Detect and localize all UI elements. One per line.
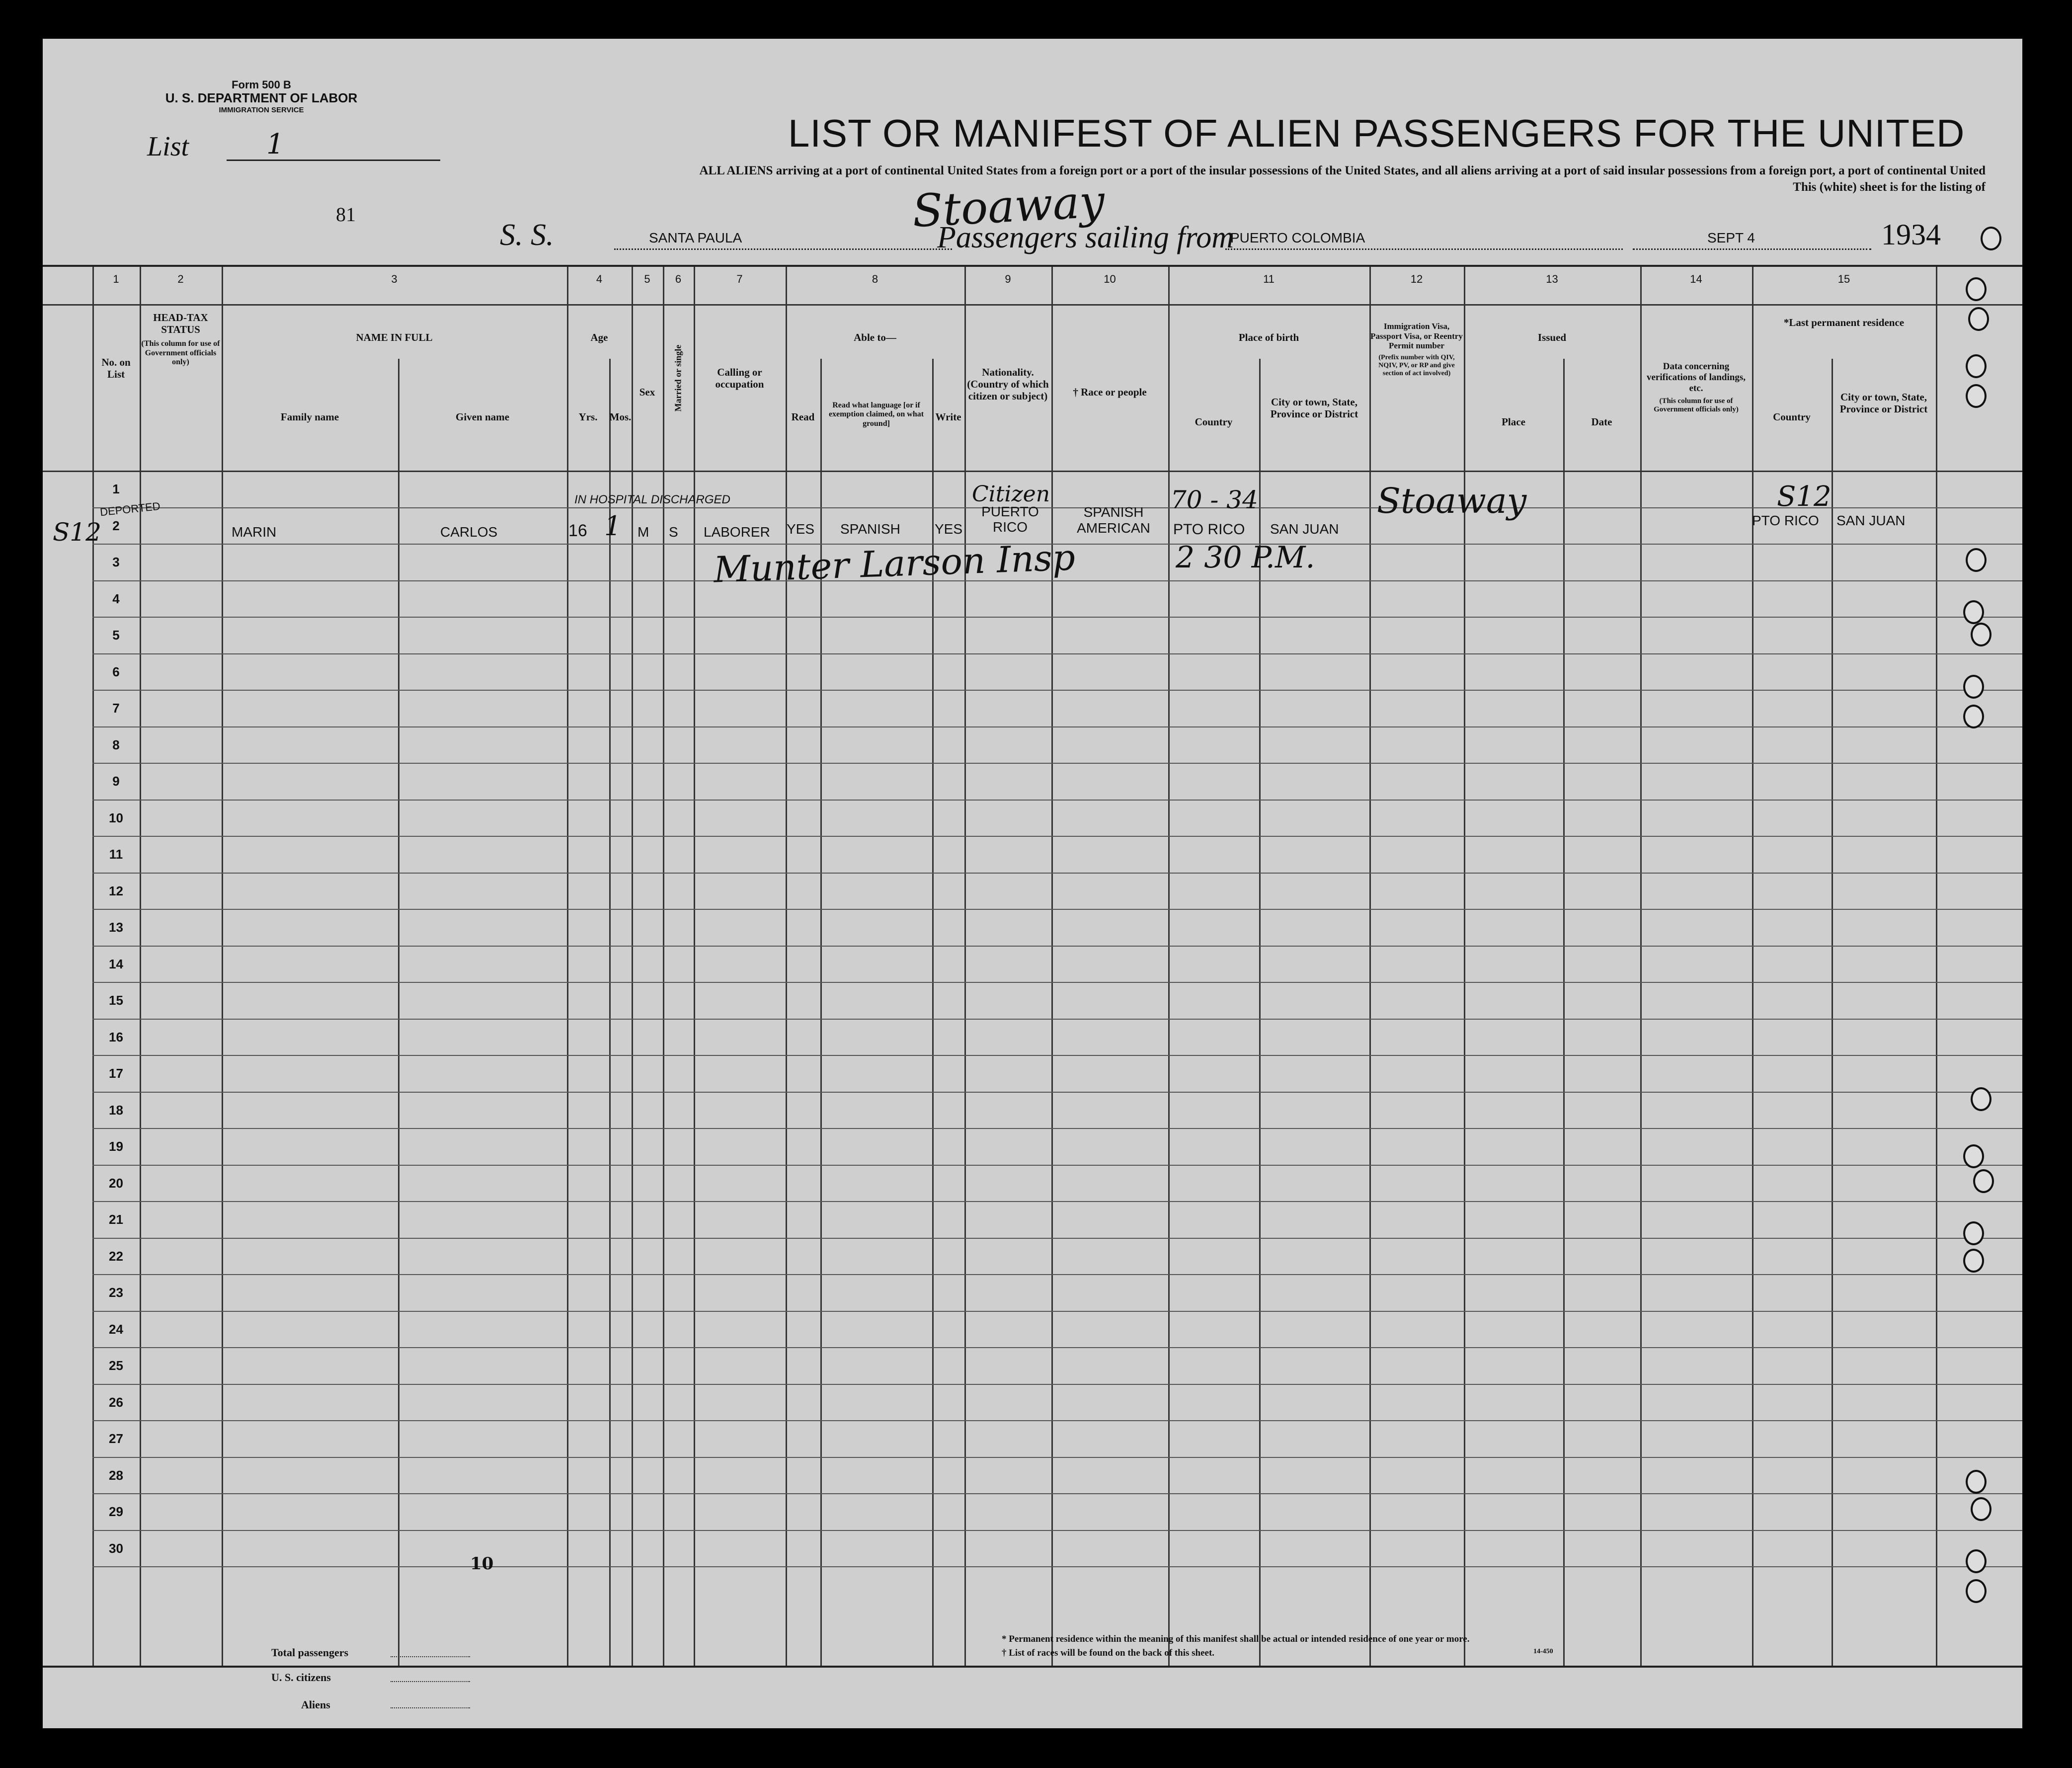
head-tax-label: HEAD-TAX STATUS (153, 312, 208, 336)
total-passengers-label: Total passengers (271, 1646, 349, 1659)
col-num-13: 13 (1546, 273, 1558, 285)
col-num-2: 2 (177, 273, 184, 285)
row-line (92, 580, 2022, 581)
col-num-5: 5 (644, 273, 650, 285)
row-number: 14 (109, 956, 123, 971)
col-divider (786, 267, 787, 1666)
row-number: 12 (109, 883, 123, 898)
nationality: PUERTO RICO (981, 504, 1039, 535)
aliens-label: Aliens (301, 1698, 330, 1711)
header-sex: Sex (639, 386, 655, 398)
verifications-label: Data concerning verifications of landings, etc. (1647, 361, 1746, 394)
header-verifications (1640, 361, 1752, 414)
header-nationality: Nationality. (Country of which citizen or subject) (967, 366, 1049, 402)
row-line (92, 873, 2022, 874)
punch-hole (1981, 227, 2001, 250)
row-line (92, 1566, 2022, 1567)
row-number: 30 (109, 1540, 123, 1556)
col-divider (663, 267, 664, 1666)
us-citizens-label: U. S. citizens (271, 1671, 331, 1684)
sailing-year: 1934 (1881, 218, 1941, 251)
punch-hole (1963, 705, 1984, 728)
punch-hole (1963, 1249, 1984, 1273)
col-divider (222, 267, 223, 1666)
row-number: 22 (109, 1248, 123, 1264)
can-read: YES (787, 521, 815, 537)
header-occupation: Calling or occupation (715, 366, 764, 391)
visa-note: (Prefix number with QIV, NQIV, PV, or RP and give section of act involved) (1378, 353, 1455, 377)
header-able-to: Able to— (854, 331, 896, 343)
col-divider (1168, 267, 1170, 1666)
row-number: 24 (109, 1321, 123, 1337)
row-line (92, 653, 2022, 654)
col-divider (1936, 267, 1937, 1666)
row-line (92, 1347, 2022, 1348)
row-line (92, 1019, 2022, 1020)
row-line (92, 946, 2022, 947)
punch-hole (1971, 623, 1992, 646)
punch-hole (1966, 384, 1987, 408)
row-line (92, 1201, 2022, 1202)
col-num-6: 6 (675, 273, 682, 285)
row-line (92, 1274, 2022, 1275)
punch-hole (1968, 307, 1989, 331)
race: SPANISH AMERICAN (1077, 504, 1150, 536)
col-num-15: 15 (1837, 273, 1850, 285)
row-number: 16 (109, 1029, 123, 1045)
residence-city: SAN JUAN (1836, 513, 1906, 528)
col-divider (1464, 267, 1465, 1666)
col-num-3: 3 (391, 273, 398, 285)
row-number: 9 (112, 774, 120, 789)
punch-hole (1966, 1579, 1987, 1603)
race-footnote: † List of races will be found on the back of this sheet. (1002, 1648, 1215, 1658)
ss-label: S. S. (500, 218, 554, 252)
row-number: 1 (112, 482, 120, 496)
sailing-date: SEPT 4 (1633, 230, 1871, 250)
header-birth-country: Country (1195, 416, 1233, 428)
col-num-12: 12 (1410, 273, 1423, 285)
col-divider (1563, 359, 1565, 1666)
subtitle-line-2: This (white) sheet is for the listing of (1793, 180, 1986, 194)
header-age-mos: Mos. (609, 411, 632, 423)
col-divider (632, 267, 633, 1666)
header-read-language: Read what language [or if exemption claimed, on what ground] (828, 401, 924, 428)
us-citizens-line (391, 1681, 470, 1682)
row-number: 28 (109, 1467, 123, 1483)
row-line (92, 1384, 2022, 1385)
status-note: IN HOSPITAL DISCHARGED (574, 493, 730, 506)
row-line (92, 1055, 2022, 1056)
list-number: 1 (227, 128, 440, 161)
col-num-8: 8 (872, 273, 878, 285)
col-divider (140, 267, 141, 1666)
col-num-4: 4 (596, 273, 603, 285)
col-divider (609, 359, 611, 1666)
header-write: Write (935, 411, 961, 423)
stray-mark: 10 (470, 1554, 494, 1574)
language: SPANISH (840, 521, 900, 537)
row-line (92, 836, 2022, 837)
header-issued-place: Place (1502, 416, 1525, 428)
page-mark: 81 (336, 203, 356, 226)
passenger-table (43, 265, 2022, 1668)
col-num-10: 10 (1104, 273, 1116, 285)
header-last-residence: *Last permanent residence (1783, 317, 1905, 328)
visa-stowaway: Stoaway (1377, 481, 1527, 521)
header-head-tax (140, 312, 222, 367)
punch-hole (1966, 548, 1987, 572)
col-num-7: 7 (736, 273, 743, 285)
total-passengers-line (391, 1656, 470, 1657)
row-number: 21 (109, 1212, 123, 1227)
header-name-in-full: NAME IN FULL (356, 331, 433, 343)
row-line (92, 617, 2022, 618)
header-read: Read (791, 411, 815, 423)
col-divider (1832, 359, 1833, 1666)
birth-country: PTO RICO (1173, 521, 1245, 538)
row-line (92, 690, 2022, 691)
sailing-label: Passengers sailing from (937, 221, 1234, 254)
header-age: Age (590, 331, 608, 343)
header-visa (1369, 321, 1464, 378)
header-res-country: Country (1773, 411, 1811, 423)
row-line (92, 1420, 2022, 1421)
row-number: 4 (112, 591, 120, 606)
punch-hole (1963, 1144, 1984, 1168)
margin-mark: S12 (53, 518, 101, 547)
row-number: 25 (109, 1358, 123, 1373)
row-line (92, 1238, 2022, 1239)
header-rule (43, 471, 2022, 472)
col-divider (1051, 267, 1053, 1666)
row-number: 17 (109, 1066, 123, 1081)
age-months: 1 (604, 510, 622, 542)
row-number: 19 (109, 1139, 123, 1154)
row-number: 8 (112, 737, 120, 752)
verifications-note: (This column for use of Government officials only) (1654, 397, 1739, 413)
row-line (92, 1457, 2022, 1458)
header-no-on-list: No. on List (101, 356, 131, 381)
family-name: MARIN (232, 524, 277, 540)
punch-hole (1963, 675, 1984, 699)
visa-label: Immigration Visa, Passport Visa, or Reentry Permit number (1370, 321, 1463, 351)
row-line (92, 1530, 2022, 1531)
manifest-sheet (43, 39, 2022, 1728)
header-family-name: Family name (280, 411, 339, 423)
col-num-9: 9 (1005, 273, 1011, 285)
list-label: List (147, 131, 189, 162)
row-line (92, 507, 2022, 508)
form-number: Form 500 B (232, 79, 291, 91)
row-number: 27 (109, 1431, 123, 1446)
sailing-port: PUERTO COLOMBIA (1225, 230, 1623, 250)
punch-hole (1963, 1221, 1984, 1245)
form-identifier (132, 79, 391, 114)
inspection-time: 2 30 P.M. (1176, 540, 1315, 575)
head-tax-status: DEPORTED (99, 499, 161, 519)
header-race: † Race or people (1073, 386, 1147, 398)
print-code: 14-450 (1533, 1648, 1553, 1655)
row-number: 11 (109, 847, 123, 862)
punch-hole (1963, 600, 1984, 624)
row-line (92, 1165, 2022, 1166)
row-line (92, 909, 2022, 910)
punch-hole (1966, 1549, 1987, 1573)
sex: M (638, 524, 649, 540)
row-number: 2 (112, 518, 120, 533)
row-number: 13 (109, 920, 123, 935)
row-line (92, 1311, 2022, 1312)
given-name: CARLOS (440, 524, 498, 540)
row-number: 10 (109, 810, 123, 825)
marital-status: S (669, 524, 678, 540)
residence-note: S12 (1777, 481, 1832, 513)
col-divider (1369, 267, 1371, 1666)
row-number: 3 (112, 555, 120, 569)
ship-name: SANTA PAULA (614, 230, 952, 250)
page-title: LIST OR MANIFEST OF ALIEN PASSENGERS FOR THE UNITED (788, 111, 1965, 155)
col-num-14: 14 (1690, 273, 1702, 285)
birth-city: SAN JUAN (1270, 521, 1339, 537)
header-rule (43, 304, 2022, 306)
row-number: 6 (112, 664, 120, 679)
col-num-11: 11 (1263, 273, 1275, 285)
punch-hole (1971, 1087, 1992, 1111)
row-number: 20 (109, 1175, 123, 1191)
subtitle-line-1: ALL ALIENS arriving at a port of continental United States from a foreign port or a port of the insular possessions of the United States, and all aliens arriving at a port of said insular possessions from a foreign port, a port of continental United (699, 164, 1986, 177)
punch-hole (1966, 354, 1987, 378)
row-number: 5 (112, 628, 120, 643)
age-years: 16 (568, 521, 587, 540)
col-divider (567, 267, 568, 1666)
stowaway-handwritten: Stoaway (911, 175, 1106, 238)
header-given-name: Given name (456, 411, 509, 423)
head-tax-note: (This column for use of Government officials only) (141, 339, 220, 367)
header-married: Married or single (673, 344, 683, 412)
row-line (92, 763, 2022, 764)
residence-footnote: * Permanent residence within the meaning of this manifest shall be actual or intended residence of one year or more. (1002, 1634, 1470, 1644)
can-write: YES (935, 521, 963, 537)
row-line (92, 1128, 2022, 1129)
occupation: LABORER (704, 524, 770, 540)
row-number: 29 (109, 1504, 123, 1519)
row-line (92, 726, 2022, 727)
col-divider (694, 267, 695, 1666)
col-divider (1752, 267, 1753, 1666)
birth-note: 70 - 34 (1171, 485, 1258, 514)
col-num-1: 1 (113, 273, 119, 285)
row-number: 26 (109, 1394, 123, 1410)
punch-hole (1966, 1470, 1987, 1494)
header-issued-date: Date (1591, 416, 1612, 428)
department-name: U. S. DEPARTMENT OF LABOR (165, 90, 358, 106)
row-line (92, 1092, 2022, 1093)
residence-country: PTO RICO (1752, 513, 1819, 528)
col-divider (398, 359, 399, 1666)
punch-hole (1973, 1169, 1994, 1193)
header-age-yrs: Yrs. (578, 411, 598, 423)
row-line (92, 982, 2022, 983)
service-name: IMMIGRATION SERVICE (219, 106, 304, 115)
row-number: 15 (109, 993, 123, 1008)
punch-hole (1971, 1497, 1992, 1521)
nationality-note: Citizen (972, 482, 1050, 507)
row-line (92, 1493, 2022, 1494)
punch-hole (1966, 277, 1987, 301)
col-divider (964, 267, 966, 1666)
header-place-of-birth: Place of birth (1238, 331, 1299, 343)
header-birth-city: City or town, State, Province or District (1270, 396, 1358, 420)
col-divider (1640, 267, 1642, 1666)
row-number: 18 (109, 1102, 123, 1118)
row-number: 7 (112, 701, 120, 716)
subtitle (425, 163, 1986, 195)
header-res-city: City or town, State, Province or District (1839, 391, 1928, 415)
row-line (92, 800, 2022, 801)
aliens-line (391, 1707, 470, 1708)
header-issued: Issued (1537, 331, 1567, 343)
row-number: 23 (109, 1285, 123, 1300)
inspector-note: Munter Larson Insp (713, 536, 1076, 591)
